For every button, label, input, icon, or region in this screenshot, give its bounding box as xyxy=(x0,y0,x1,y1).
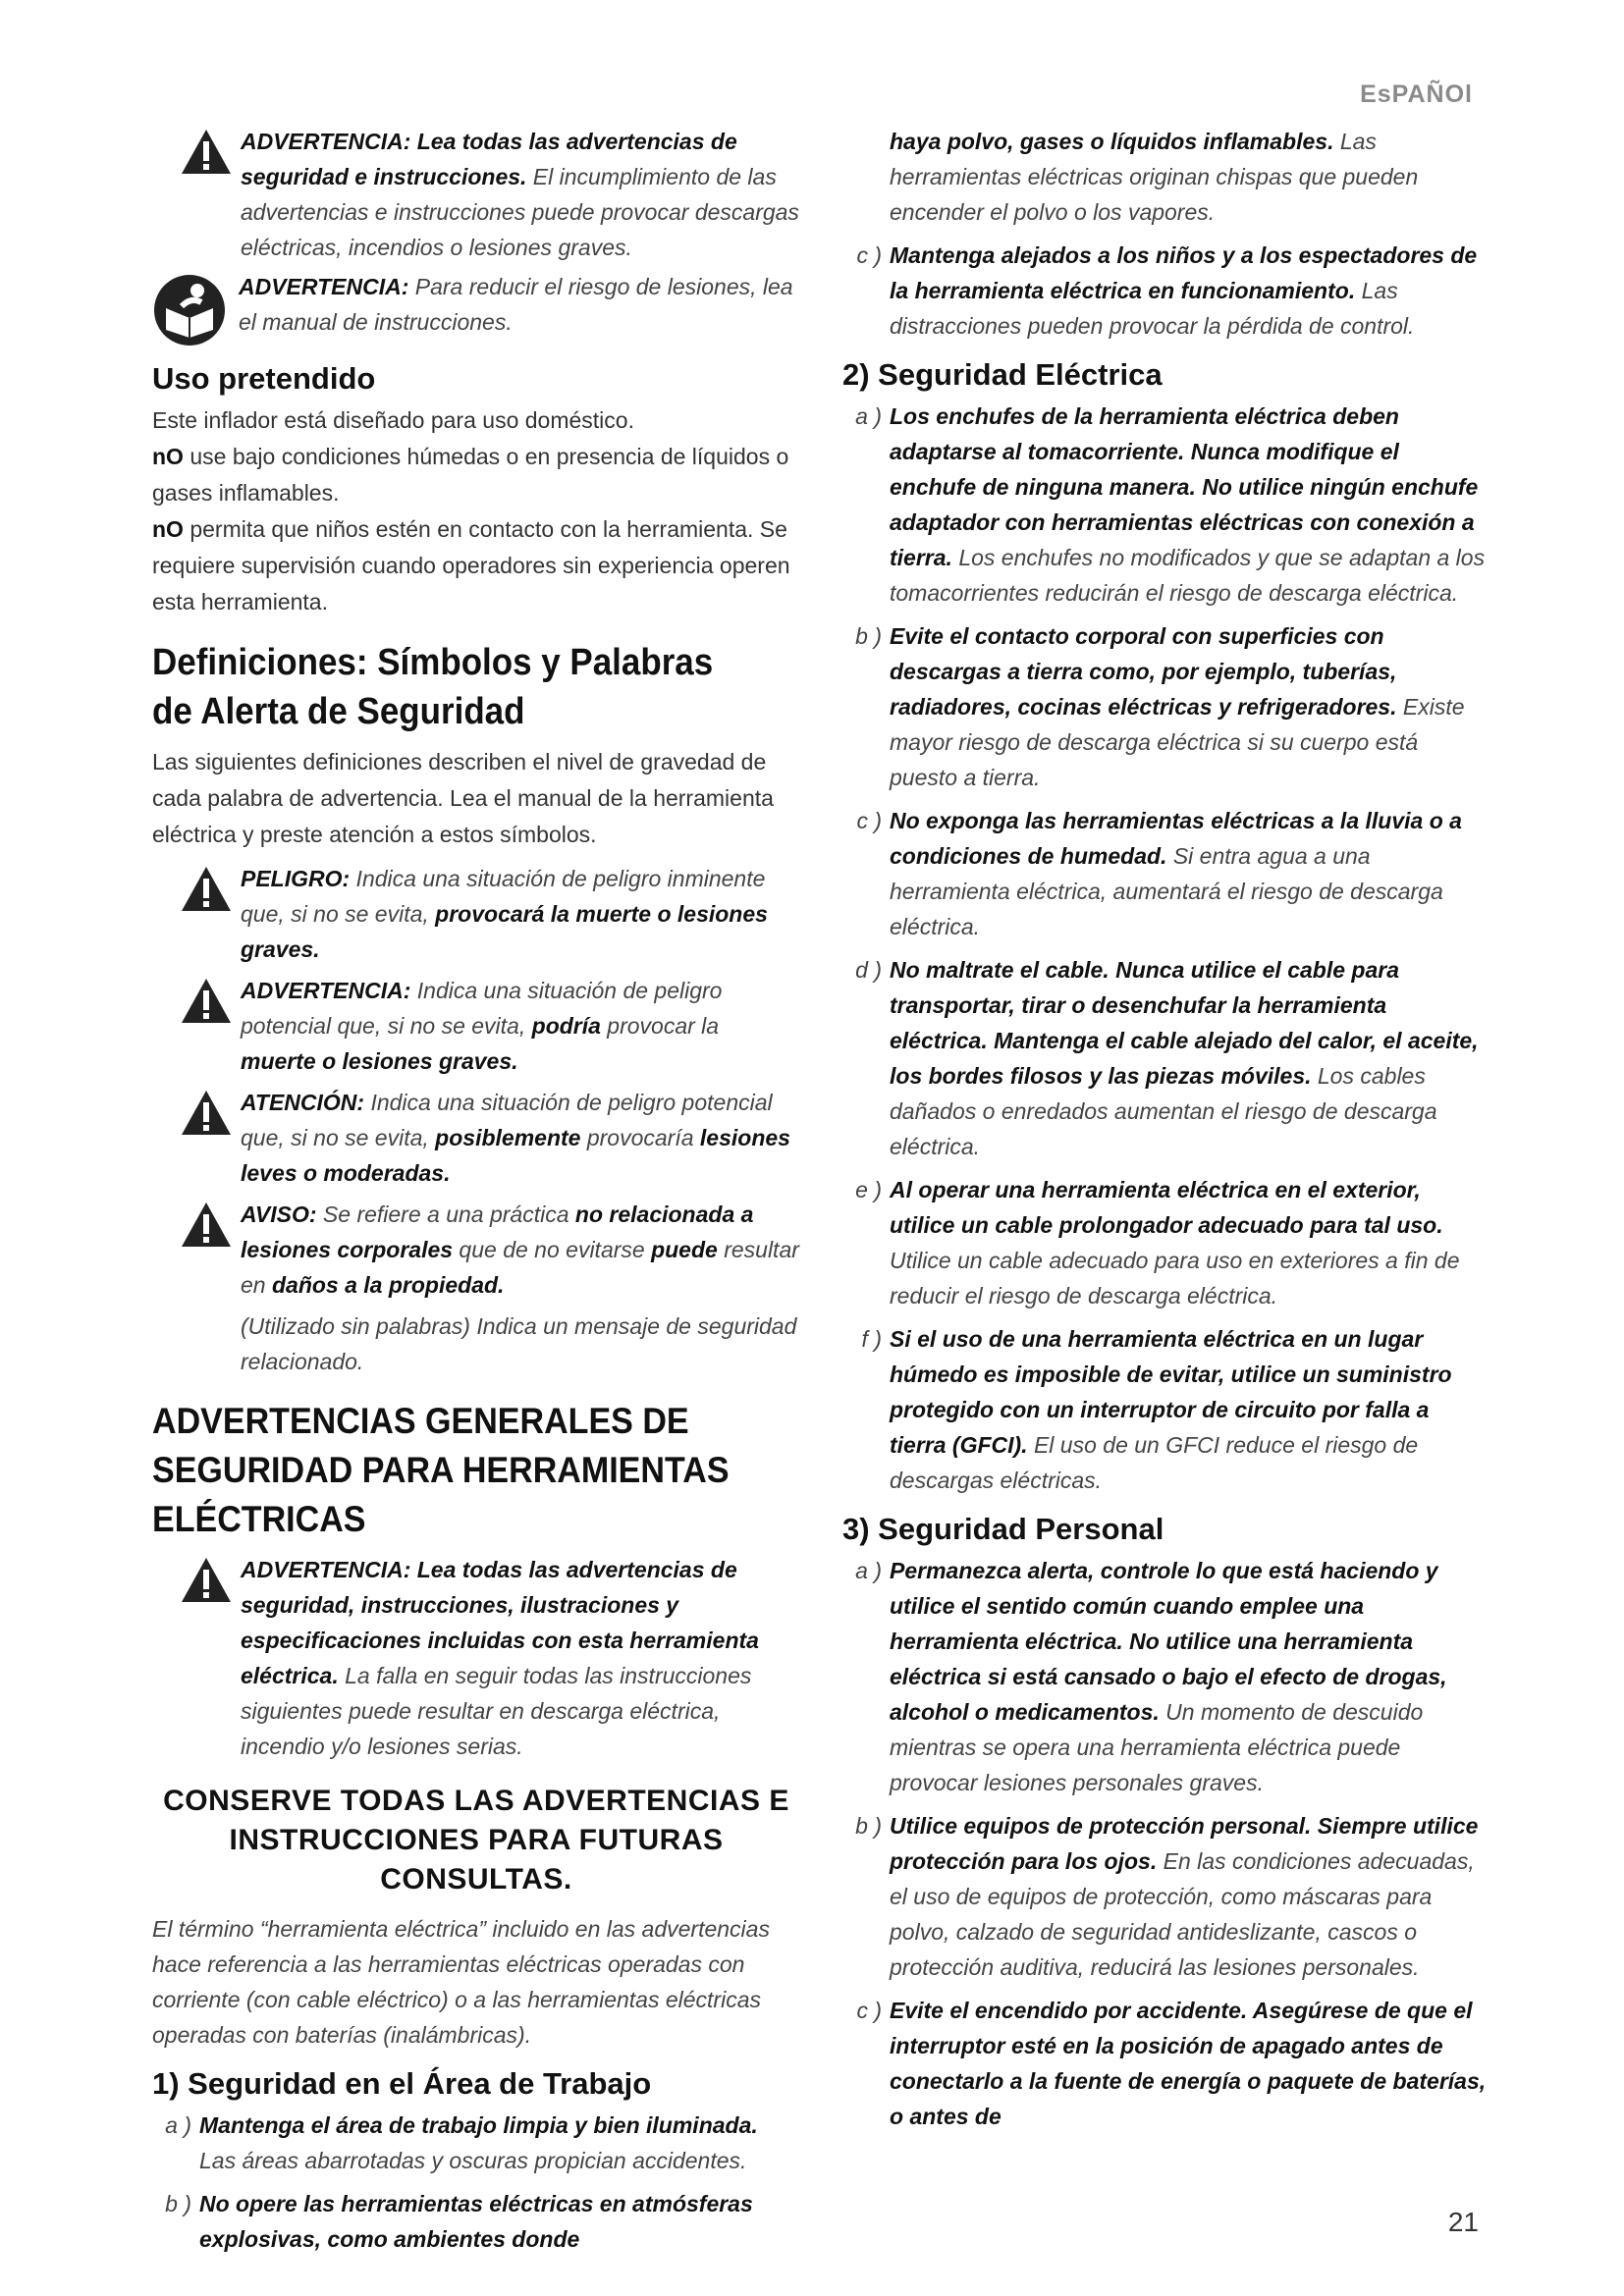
list-item: b ) Utilice equipos de protección personal. Siempre utilice protección para los ojos. En las condiciones adecuadas, el uso de equipos de protección, como máscaras para polvo, calzado de seguridad antideslizante, cascos o protección auditiva, reducirá las lesiones personales. xyxy=(855,1813,1479,1980)
definition-peligro: PELIGRO: Indica una situación de peligro inminente que, si no se evita, provocará la muerte o lesiones graves. xyxy=(180,861,800,967)
definition-advertencia: ADVERTENCIA: Indica una situación de peligro potencial que, si no se evita, podría provocar la muerte o lesiones graves. xyxy=(180,973,800,1079)
definition-sin-palabras: (Utilizado sin palabras) Indica un mensaje de seguridad relacionado. xyxy=(241,1313,797,1374)
list-item: a ) Mantenga el área de trabajo limpia y bien iluminada. Las áreas abarrotadas y oscuras propician accidentes. xyxy=(165,2112,758,2173)
warning-triangle-icon xyxy=(180,1089,233,1138)
list-item: d ) No maltrate el cable. Nunca utilice el cable para transportar, tirar o desenchufar la herramienta eléctrica. Mantenga el cable alejado del calor, el aceite, los bordes filosos y las piezas móviles. Los cables dañados o enredados aumentan el riesgo de descarga eléctrica. xyxy=(855,957,1479,1159)
read-manual-icon xyxy=(152,273,231,347)
warning-triangle-icon xyxy=(180,1201,233,1250)
list-item: b ) Evite el contacto corporal con superficies con descargas a tierra como, por ejemplo, tuberías, radiadores, cocinas eléctricas y refrigeradores. Existe mayor riesgo de descarga eléctrica si su cuerpo está puesto a tierra. xyxy=(855,623,1465,790)
warning-block-read-all xyxy=(180,124,800,265)
paragraph: Las siguientes definiciones describen el nivel de gravedad de cada palabra de advertencia. Lea el manual de la herramienta eléctrica y preste atención a estos símbolos. xyxy=(152,749,774,847)
paragraph: Este inflador está diseñado para uso doméstico. xyxy=(152,407,634,433)
list-item: f ) Si el uso de una herramienta eléctrica en un lugar húmedo es imposible de evitar, utilice un suministro protegido con un interruptor de circuito por falla a tierra (GFCI). El uso de un GFCI reduce el riesgo de descargas eléctricas. xyxy=(861,1326,1452,1493)
language-label: EsPAÑOl xyxy=(1360,80,1473,108)
section-title-advertencias-generales: ADVERTENCIAS GENERALES DE SEGURIDAD PARA HERRAMIENTAS ELÉCTRICAS xyxy=(152,1401,730,1539)
warning-text: ADVERTENCIA: Para reducir el riesgo de lesiones, lea el manual de instrucciones. xyxy=(239,274,793,335)
list-item: a ) Permanezca alerta, controle lo que está haciendo y utilice el sentido común cuando emplee una herramienta eléctrica. No utilice una herramienta eléctrica si está cansado o bajo el efecto de drogas, alcohol o medicamentos. Un momento de descuido mientras se opera una herramienta eléctrica puede provocar lesiones personales graves. xyxy=(855,1558,1447,1795)
section-title-seguridad-personal: 3) Seguridad Personal xyxy=(842,1512,1164,1546)
list-item: c ) Mantenga alejados a los niños y a los espectadores de la herramienta eléctrica en funcionamiento. Las distracciones pueden provocar la pérdida de control. xyxy=(856,242,1478,339)
termino-paragraph: El término “herramienta eléctrica” incluido en las advertencias hace referencia a las herramientas eléctricas operadas con corriente (con cable eléctrico) o a las herramientas eléctricas operadas con baterías (inalámbricas). xyxy=(152,1916,770,2048)
warning-block-generales: ADVERTENCIA: Lea todas las advertencias de seguridad, instrucciones, ilustraciones y especificaciones incluidas con esta herramienta eléctrica. La falla en seguir todas las instrucciones siguientes puede resultar en descarga eléctrica, incendio y/o lesiones serias. xyxy=(180,1552,800,1764)
warning-triangle-icon xyxy=(180,865,233,914)
definition-aviso: AVISO: Se refiere a una práctica no relacionada a lesiones corporales que de no evitarse puede resultar en daños a la propiedad. xyxy=(180,1197,800,1303)
definition-atencion: ATENCIÓN: Indica una situación de peligro potencial que, si no se evita, posiblemente provocaría lesiones leves o moderadas. xyxy=(180,1085,800,1191)
warning-triangle-icon xyxy=(180,977,233,1026)
left-column xyxy=(152,124,800,2265)
section-title-seguridad-electrica: 2) Seguridad Eléctrica xyxy=(842,357,1163,392)
list-item: e ) Al operar una herramienta eléctrica en el exterior, utilice un cable prolongador adecuado para tal uso. Utilice un cable adecuado para uso en exteriores a fin de reducir el riesgo de descarga eléctrica. xyxy=(855,1177,1460,1308)
list-item-continuation: haya polvo, gases o líquidos inflamables. Las herramientas eléctricas originan chispas que pueden encender el polvo o los vapores. xyxy=(890,129,1419,225)
list-item: c ) No exponga las herramientas eléctricas a la lluvia o a condiciones de humedad. Si entra agua a una herramienta eléctrica, aumentará el riesgo de descarga eléctrica. xyxy=(856,808,1462,939)
right-column xyxy=(842,124,1490,2142)
page-number: 21 xyxy=(1447,2207,1479,2237)
warning-block-manual xyxy=(152,269,800,347)
section-title-seguridad-area: 1) Seguridad en el Área de Trabajo xyxy=(152,2066,652,2101)
list-item: c ) Evite el encendido por accidente. Asegúrese de que el interruptor esté en la posición de apagado antes de conectarlo a la fuente de energía o paquete de baterías, o antes de xyxy=(856,1998,1487,2129)
list-item: a ) Los enchufes de la herramienta eléctrica deben adaptarse al tomacorriente. Nunca modifique el enchufe de ninguna manera. No utilice ningún enchufe adaptador con herramientas eléctricas con conexión a tierra. Los enchufes no modificados y que se adaptan a los tomacorrientes reducirán el riesgo de descarga eléctrica. xyxy=(855,403,1486,606)
paragraph: nO permita que niños estén en contacto con la herramienta. Se requiere supervisión cuando operadores sin experiencia operen esta herramienta. xyxy=(152,516,790,614)
paragraph: nO use bajo condiciones húmedas o en presencia de líquidos o gases inflamables. xyxy=(152,444,789,506)
warning-triangle-icon xyxy=(180,1556,233,1605)
conserve-notice: CONSERVE TODAS LAS ADVERTENCIAS E INSTRUCCIONES PARA FUTURAS CONSULTAS. xyxy=(163,1785,789,1896)
section-title-uso: Uso pretendido xyxy=(152,361,376,396)
section-title-definiciones: Definiciones: Símbolos y Palabras de Alerta de Seguridad xyxy=(152,642,714,732)
warning-text: ADVERTENCIA: Lea todas las advertencias de seguridad e instrucciones. El incumplimiento de las advertencias e instrucciones puede provocar descargas eléctricas, incendios o lesiones graves. xyxy=(241,129,799,260)
warning-triangle-icon xyxy=(180,128,233,177)
list-item: b ) No opere las herramientas eléctricas en atmósferas explosivas, como ambientes donde xyxy=(165,2191,753,2252)
